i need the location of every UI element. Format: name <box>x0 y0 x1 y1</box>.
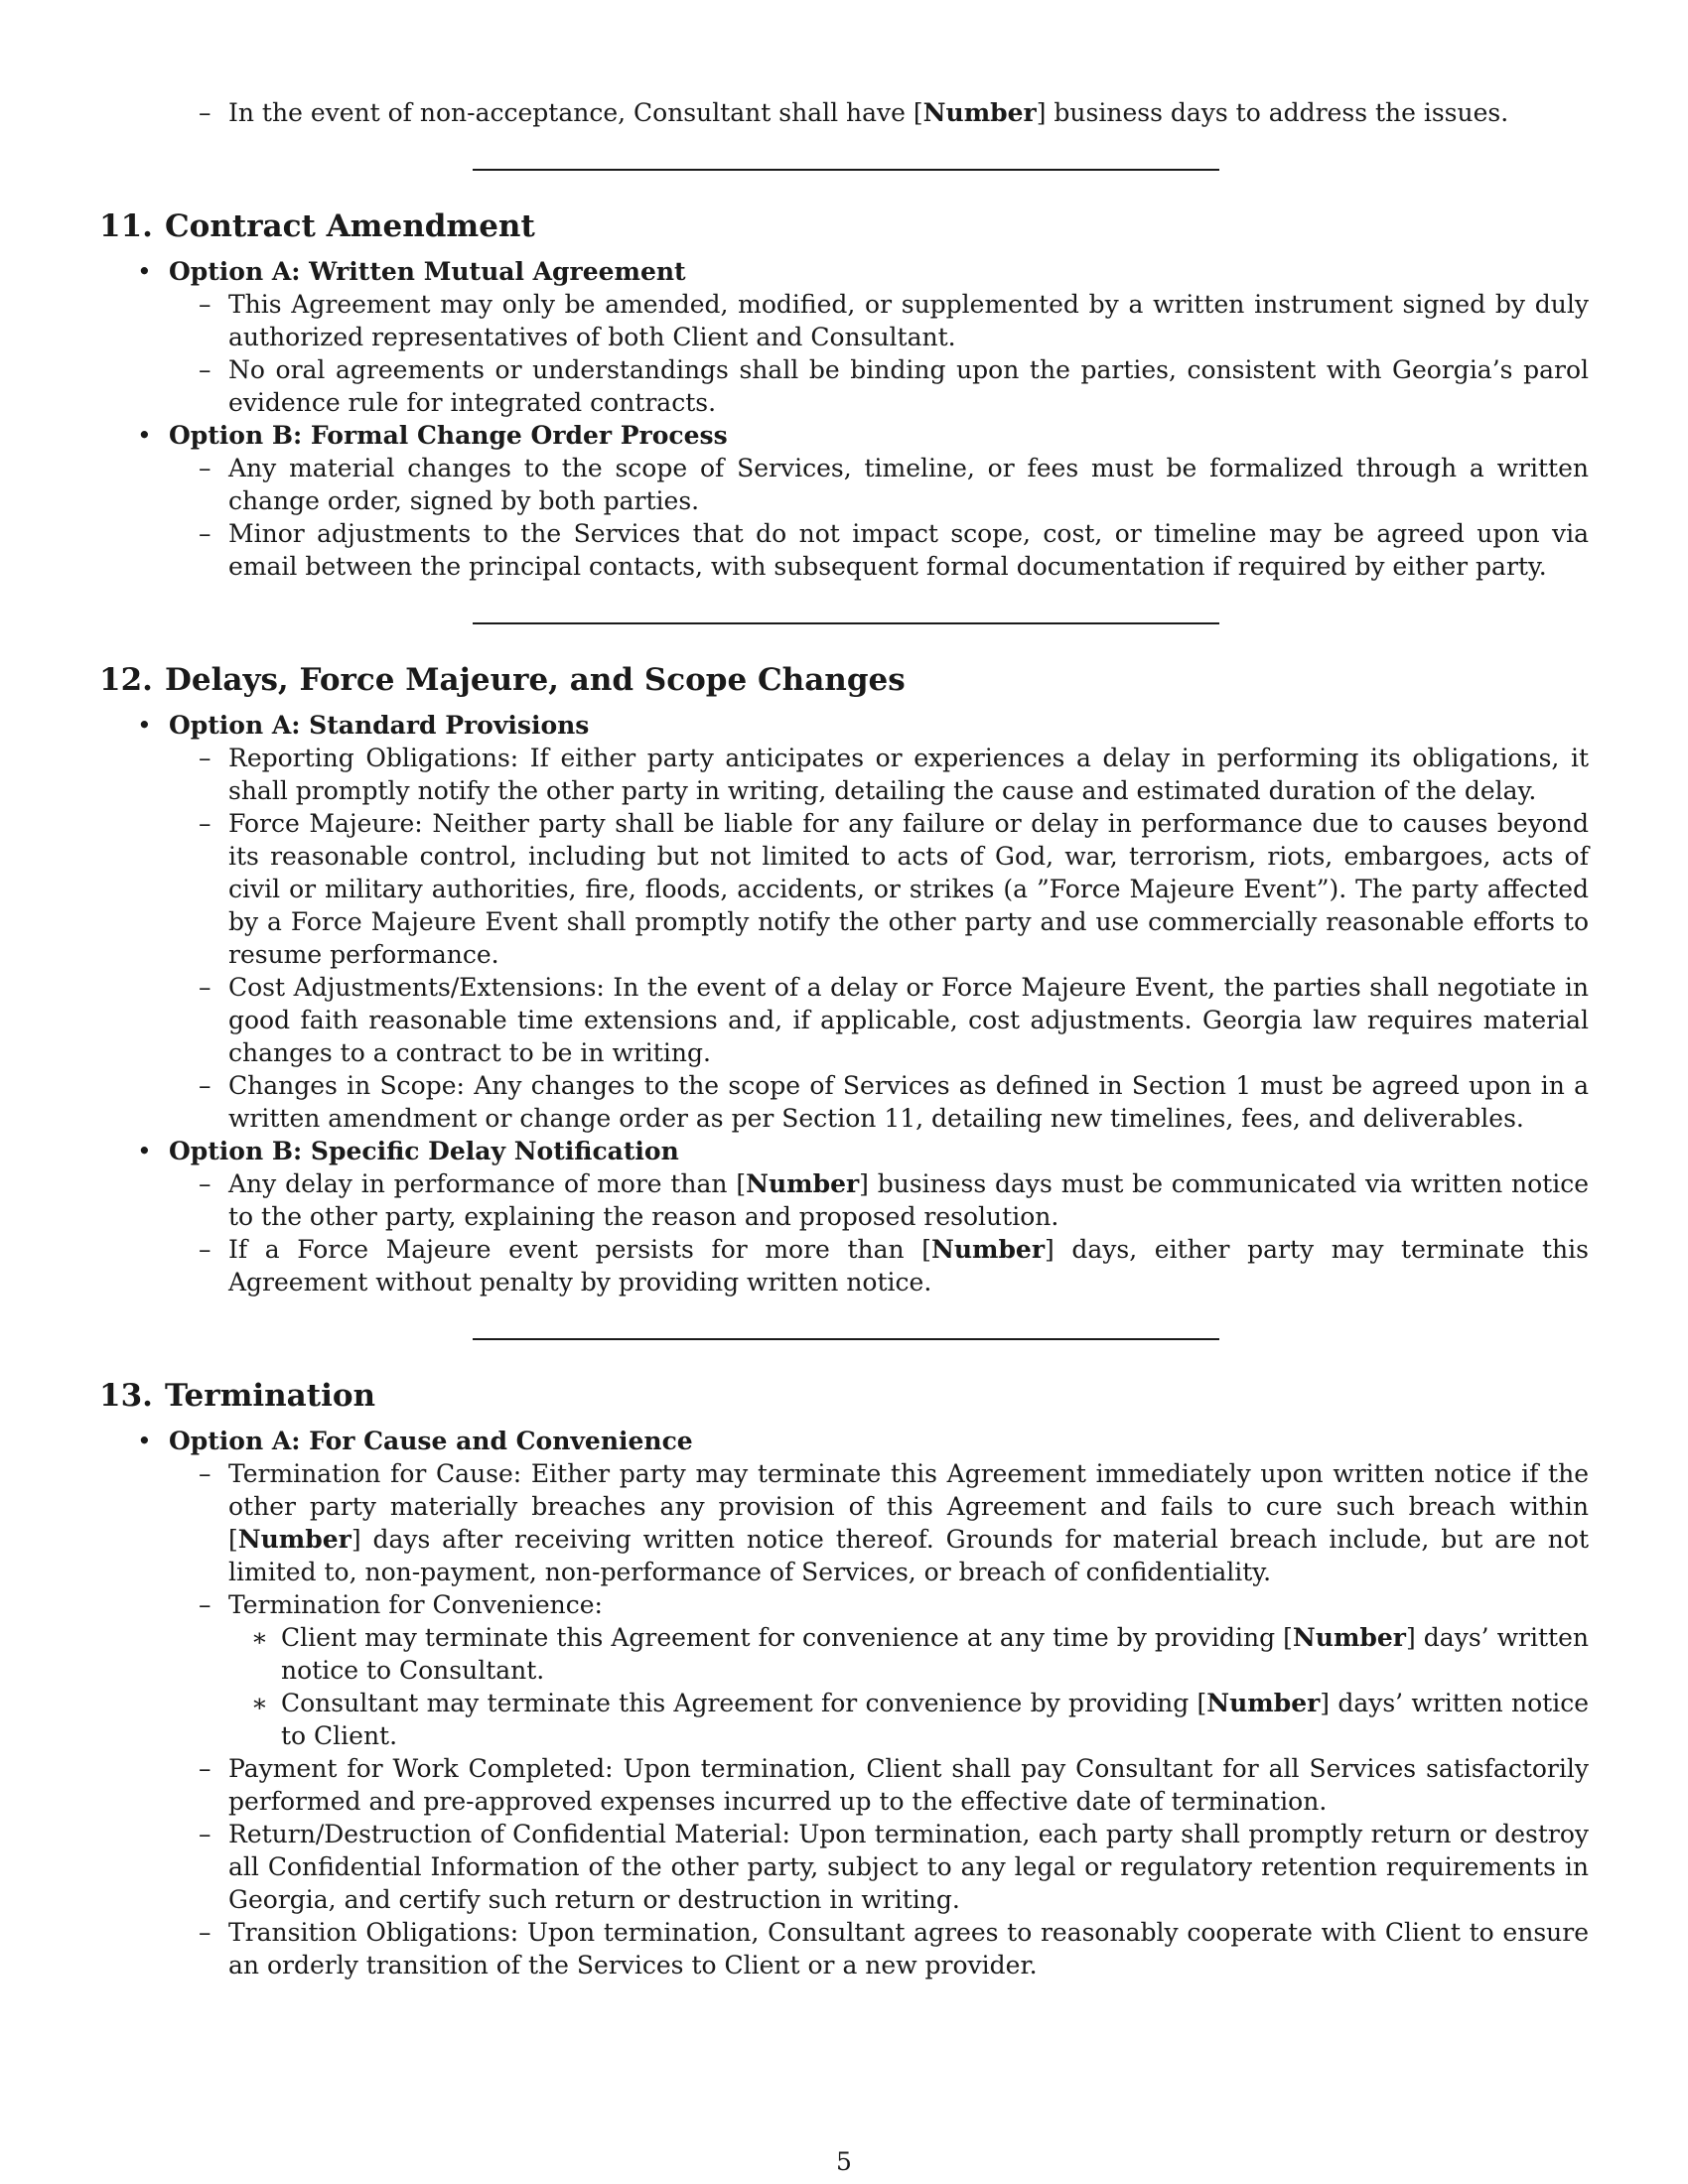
section-divider <box>473 1338 1219 1340</box>
list-item: – In the event of non-acceptance, Consultant shall have [Number] business days to address the issues. <box>99 96 1589 129</box>
sub-list-item: ∗ Consultant may terminate this Agreement for convenience by providing [Number] days’ written notice to Client. <box>99 1687 1589 1752</box>
option-heading: • Option A: For Cause and Convenience <box>99 1425 1589 1457</box>
list-item: – Transition Obligations: Upon termination, Consultant agrees to reasonably cooperate with Client to ensure an orderly transition of the Services to Client or a new provider. <box>99 1916 1589 1981</box>
list-item: – No oral agreements or understandings shall be binding upon the parties, consistent with Georgia’s parol evidence rule for integrated contracts. <box>99 353 1589 419</box>
sub-list-item: ∗ Client may terminate this Agreement for convenience at any time by providing [Number] days’ written notice to Consultant. <box>99 1621 1589 1687</box>
list-item: – Reporting Obligations: If either party anticipates or experiences a delay in performing its obligations, it shall promptly notify the other party in writing, detailing the cause and estimated duration of the delay. <box>99 742 1589 807</box>
option-heading: • Option B: Formal Change Order Process <box>99 419 1589 452</box>
list-item: – Minor adjustments to the Services that do not impact scope, cost, or timeline may be agreed upon via email between the principal contacts, with subsequent formal documentation if required by either party. <box>99 517 1589 583</box>
list-item: – Any delay in performance of more than [Number] business days must be communicated via written notice to the other party, explaining the reason and proposed resolution. <box>99 1167 1589 1233</box>
section-heading-12: 12. Delays, Force Majeure, and Scope Changes <box>99 662 906 698</box>
section-heading-13: 13. Termination <box>99 1378 376 1414</box>
section-heading-11: 11. Contract Amendment <box>99 208 535 244</box>
list-item: – Termination for Cause: Either party may terminate this Agreement immediately upon written notice if the other party materially breaches any provision of this Agreement and fails to cure such breach within [Number] days after receiving written notice thereof. Grounds for material breach include, but are not limited to, non-payment, non-performance of Services, or breach of confidentiality. <box>99 1457 1589 1588</box>
list-item: – Termination for Convenience: <box>99 1588 1589 1621</box>
section-divider <box>473 622 1219 624</box>
list-item: – Force Majeure: Neither party shall be liable for any failure or delay in performance due to causes beyond its reasonable control, including but not limited to acts of God, war, terrorism, riots, embargoes, acts of civil or military authorities, fire, floods, accidents, or strikes (a ”Force Majeure Event”). The party affected by a Force Majeure Event shall promptly notify the other party and use commercially reasonable efforts to resume performance. <box>99 807 1589 971</box>
page-number: 5 <box>836 2147 852 2176</box>
page-content <box>99 96 1589 1981</box>
list-item: – Cost Adjustments/Extensions: In the event of a delay or Force Majeure Event, the parties shall negotiate in good faith reasonable time extensions and, if applicable, cost adjustments. Georgia law requires material changes to a contract to be in writing. <box>99 971 1589 1069</box>
option-heading: • Option A: Written Mutual Agreement <box>99 255 1589 288</box>
option-heading: • Option B: Specific Delay Notification <box>99 1135 1589 1167</box>
section-divider <box>473 169 1219 171</box>
list-item: – Return/Destruction of Confidential Material: Upon termination, each party shall promptly return or destroy all Confidential Information of the other party, subject to any legal or regulatory retention requirements in Georgia, and certify such return or destruction in writing. <box>99 1818 1589 1916</box>
option-heading: • Option A: Standard Provisions <box>99 709 1589 742</box>
list-item: – This Agreement may only be amended, modified, or supplemented by a written instrument signed by duly authorized representatives of both Client and Consultant. <box>99 288 1589 353</box>
list-item: – Any material changes to the scope of Services, timeline, or fees must be formalized through a written change order, signed by both parties. <box>99 452 1589 517</box>
list-item: – Changes in Scope: Any changes to the scope of Services as defined in Section 1 must be agreed upon in a written amendment or change order as per Section 11, detailing new timelines, fees, and deliverables. <box>99 1069 1589 1135</box>
list-item: – Payment for Work Completed: Upon termination, Client shall pay Consultant for all Services satisfactorily performed and pre-approved expenses incurred up to the effective date of termination. <box>99 1752 1589 1818</box>
list-item: – If a Force Majeure event persists for more than [Number] days, either party may terminate this Agreement without penalty by providing written notice. <box>99 1233 1589 1298</box>
